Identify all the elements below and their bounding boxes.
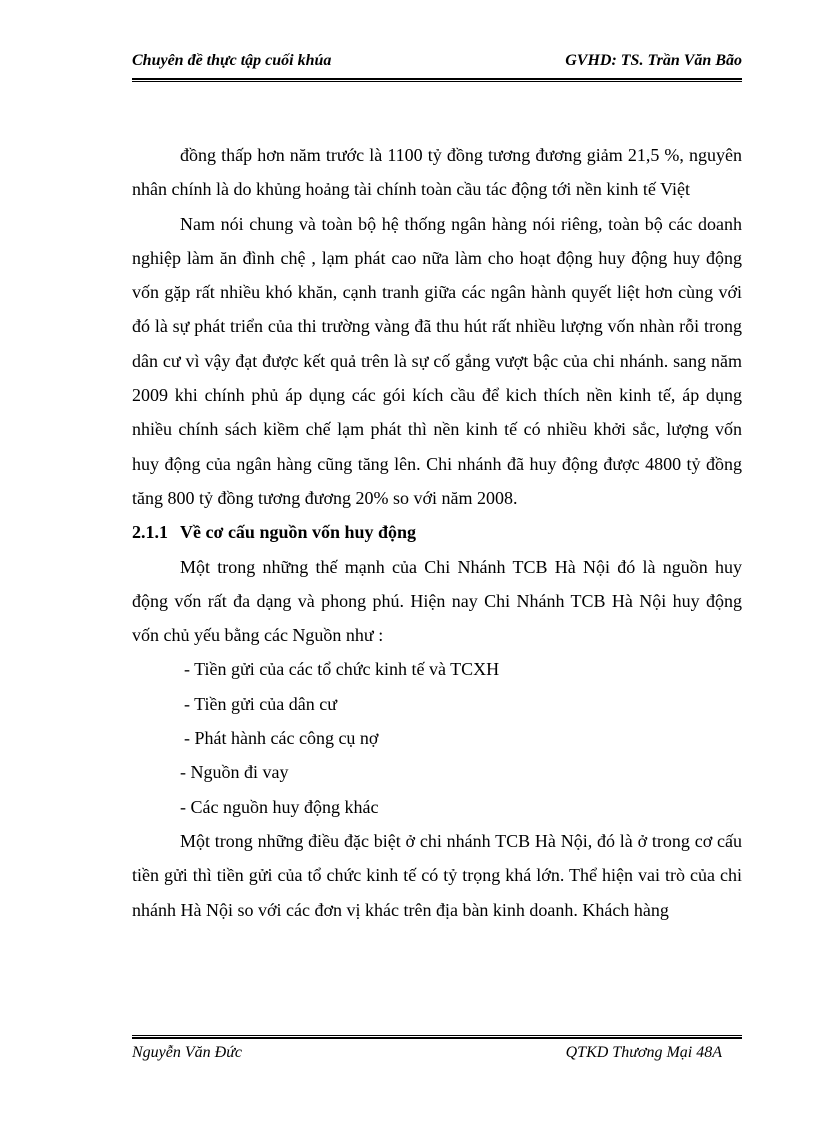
list-item: - Tiền gửi của các tổ chức kinh tế và TCXH: [184, 659, 500, 680]
paragraph-4: Một trong những điều đặc biệt ở chi nhánh TCB Hà Nội, đó là ở trong cơ cấu tiền gửi thì tiền gửi của tổ chức kinh tế có tỷ trọng khá lớn. Thể hiện vai trò của chi nhánh Hà Nội so với các đơn vị khác trên địa bàn kinh doanh. Khách hàng: [132, 830, 742, 920]
list-item: - Phát hành các công cụ nợ: [184, 728, 379, 749]
section-number: 2.1.1: [132, 522, 168, 543]
page-header: [132, 50, 742, 76]
paragraph-2: Nam nói chung và toàn bộ hệ thống ngân hàng nói riêng, toàn bộ các doanh nghiệp làm ăn đình chệ , lạm phát cao nữa làm cho hoạt động huy động huy động vốn gặp rất nhiều khó khăn, cạnh tranh giữa các ngân hành quyết liệt hơn cùng với đó là sự phát triển của thi trường vàng đã thu hút rất nhiều lượng vốn nhàn rỗi trong dân cư vì vậy đạt được kết quả trên là sự cố gắng vượt bậc của chi nhánh. sang năm 2009 khi chính phủ áp dụng các gói kích cầu để kich thích nền kinh tế, áp dụng nhiều chính sách kiềm chế lạm phát thì nền kinh tế có nhiều khởi sắc, lượng vốn huy động của ngân hàng cũng tăng lên. Chi nhánh đã huy động được 4800 tỷ đồng tăng 800 tỷ đồng tương đương 20% so với năm 2008.: [132, 213, 742, 508]
header-title: Chuyên đề thực tập cuối khúa: [132, 52, 332, 69]
header-rule: [132, 78, 742, 82]
footer-class: QTKD Thương Mại 48A: [565, 1044, 722, 1061]
header-supervisor: GVHD: TS. Trần Văn Bão: [565, 52, 742, 69]
section-heading: [132, 515, 742, 549]
footer-rule: [132, 1035, 742, 1039]
list-item: - Nguồn đi vay: [180, 762, 289, 783]
footer-author: Nguyễn Văn Đức: [132, 1044, 243, 1061]
body-text: [132, 138, 742, 927]
list-item: - Các nguồn huy động khác: [180, 796, 379, 817]
paragraph-1: đồng thấp hơn năm trước là 1100 tỷ đồng tương đương giảm 21,5 %, nguyên nhân chính là do khủng hoảng tài chính toàn cầu tác động tới nền kinh tế Việt: [132, 145, 742, 200]
list-item: - Tiền gửi của dân cư: [184, 693, 337, 714]
section-title: Về cơ cấu nguồn vốn huy động: [180, 522, 417, 543]
paragraph-3: Một trong những thế mạnh của Chi Nhánh TCB Hà Nội đó là nguồn huy động vốn rất đa dạng và phong phú. Hiện nay Chi Nhánh TCB Hà Nội huy động vốn chủ yếu bằng các Nguồn như :: [132, 556, 742, 646]
